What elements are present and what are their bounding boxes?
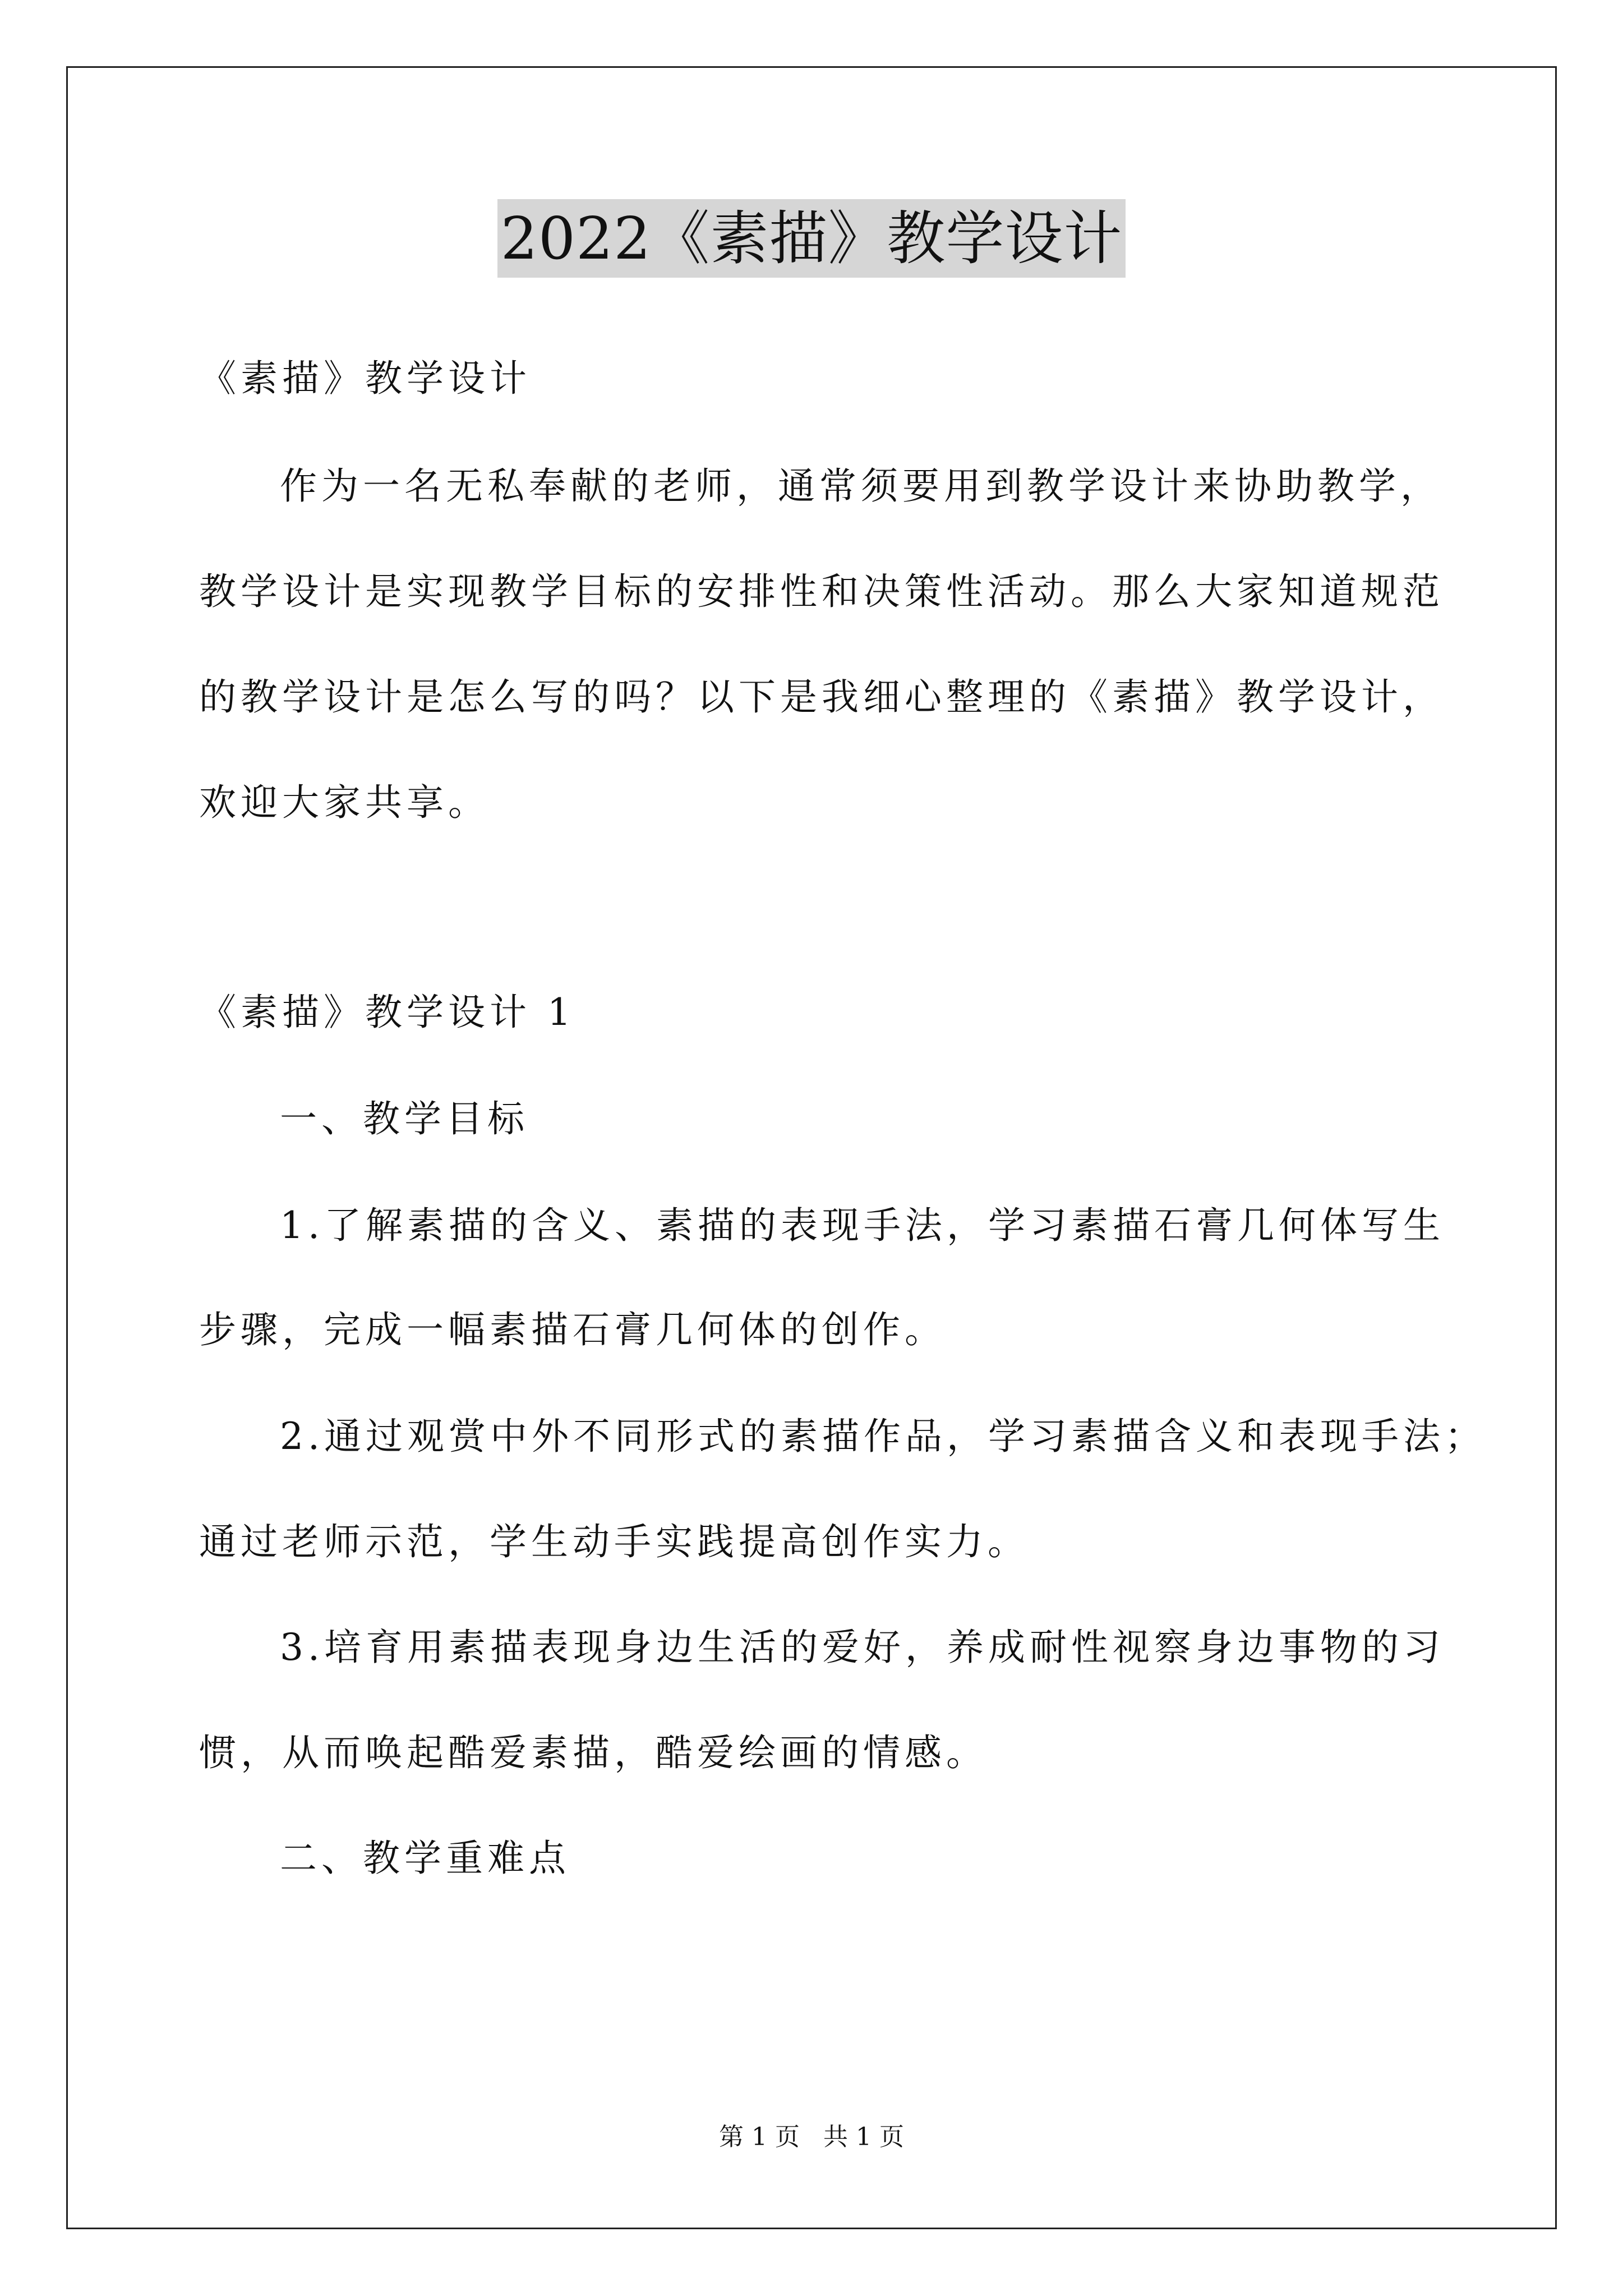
document-title: 2022《素描》教学设计 xyxy=(497,199,1126,278)
goal1-line: 步骤，完成一幅素描石膏几何体的创作。 xyxy=(199,1308,946,1351)
goal3-line: 惯，从而唤起酷爱素描，酷爱绘画的情感。 xyxy=(199,1731,988,1774)
page-number: 第 1 页 xyxy=(719,2123,800,2151)
page-footer xyxy=(0,2120,1623,2154)
part1-heading: 一、教学目标 xyxy=(280,1097,529,1140)
page-total: 共 1 页 xyxy=(823,2123,904,2151)
intro-line: 的教学设计是怎么写的吗？以下是我细心整理的《素描》教学设计， xyxy=(199,675,1444,719)
goal2-line: 2.通过观赏中外不同形式的素描作品，学习素描含义和表现手法； xyxy=(280,1415,1486,1458)
goal3-line: 3.培育用素描表现身边生活的爱好，养成耐性视察身边事物的习 xyxy=(280,1626,1445,1669)
intro-heading: 《素描》教学设计 xyxy=(199,357,531,400)
intro-line: 欢迎大家共享。 xyxy=(199,781,490,824)
section-heading: 《素描》教学设计 1 xyxy=(199,991,575,1034)
intro-line: 教学设计是实现教学目标的安排性和决策性活动。那么大家知道规范 xyxy=(199,570,1444,613)
goal1-line: 1.了解素描的含义、素描的表现手法，学习素描石膏几何体写生 xyxy=(280,1204,1445,1247)
goal2-line: 通过老师示范，学生动手实践提高创作实力。 xyxy=(199,1520,1029,1563)
title-container xyxy=(0,199,1623,278)
intro-line: 作为一名无私奉献的老师，通常须要用到教学设计来协助教学， xyxy=(280,464,1442,508)
part2-heading: 二、教学重难点 xyxy=(280,1837,570,1880)
